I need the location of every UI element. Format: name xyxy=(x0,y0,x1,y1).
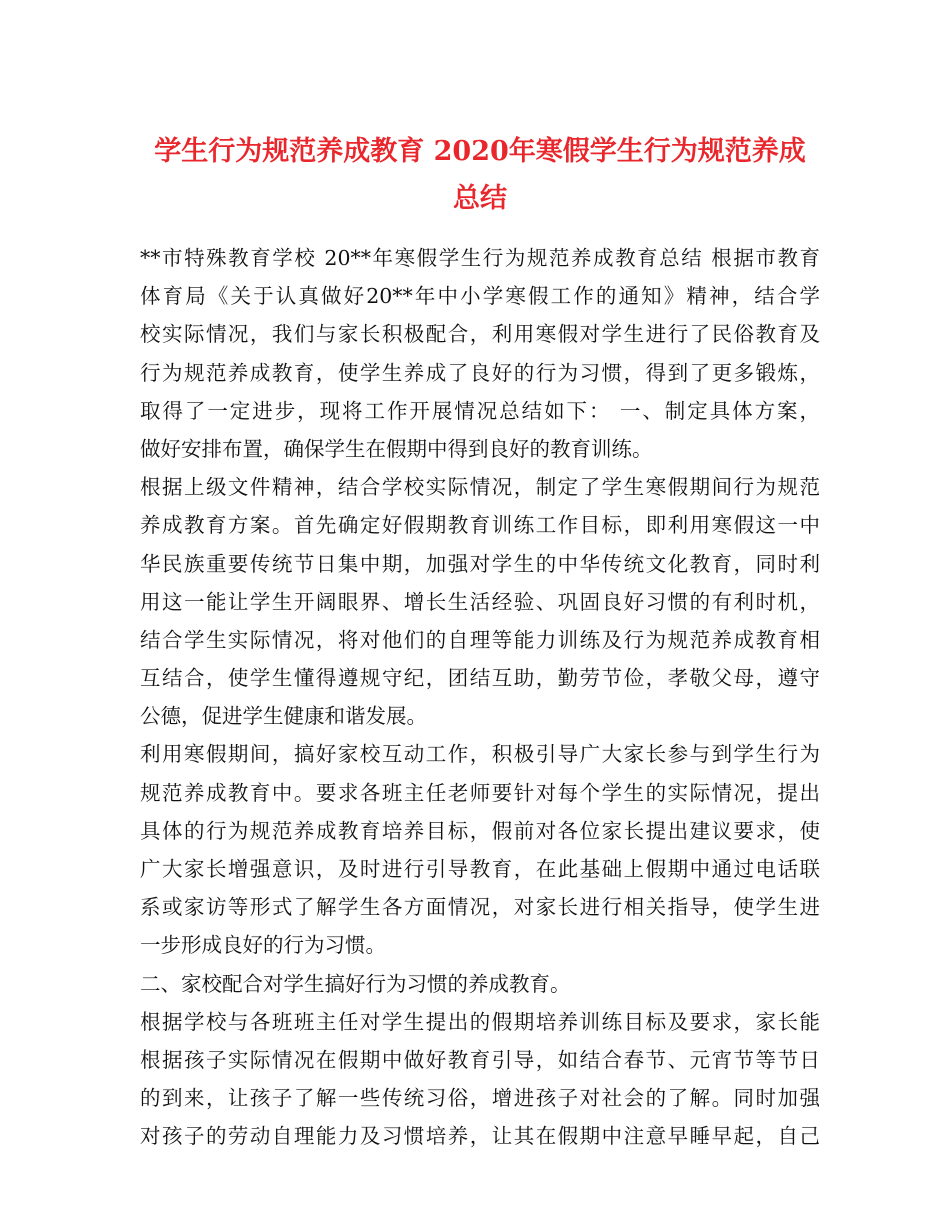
document-body xyxy=(140,239,820,1156)
text-line: 行为规范养成教育，使学生养成了良好的行为习惯，得到了更多锻炼， xyxy=(140,360,820,385)
title-line: 学生行为规范养成教育 2020年寒假学生行为规范养成 xyxy=(154,136,806,167)
title-line: 总结 xyxy=(453,183,507,214)
paragraph-4 xyxy=(140,1003,820,1156)
text-line: 具体的行为规范养成教育培养目标，假前对各位家长提出建议要求，使 xyxy=(140,818,820,843)
text-line: 系或家访等形式了解学生各方面情况，对家长进行相关指导，使学生进 xyxy=(140,895,820,920)
text-line: 结合学生实际情况，将对他们的自理等能力训练及行为规范养成教育相 xyxy=(140,627,820,652)
paragraph-3 xyxy=(140,735,820,964)
text-line: 根据孩子实际情况在假期中做好教育引导，如结合春节、元宵节等节日 xyxy=(140,1047,820,1072)
text-line: 体育局《关于认真做好20**年中小学寒假工作的通知》精神，结合学 xyxy=(140,284,820,309)
text-line: 互结合，使学生懂得遵规守纪，团结互助，勤劳节俭，孝敬父母，遵守 xyxy=(140,666,820,691)
document-title xyxy=(140,128,820,222)
text-line: 公德，促进学生健康和谐发展。 xyxy=(140,704,427,729)
text-line: 根据上级文件精神，结合学校实际情况，制定了学生寒假期间行为规范 xyxy=(140,475,820,500)
text-line: **市特殊教育学校 20**年寒假学生行为规范养成教育总结 根据市教育 xyxy=(140,246,820,270)
paragraph-2 xyxy=(140,468,820,735)
text-line: 广大家长增强意识，及时进行引导教育，在此基础上假期中通过电话联 xyxy=(140,857,820,881)
section-heading-2 xyxy=(140,965,820,1003)
text-line: 做好安排布置，确保学生在假期中得到良好的教育训练。 xyxy=(140,436,653,461)
text-line: 养成教育方案。首先确定好假期教育训练工作目标，即利用寒假这一中 xyxy=(140,513,820,538)
text-line: 一步形成良好的行为习惯。 xyxy=(140,933,386,958)
text-line: 取得了一定进步，现将工作开展情况总结如下： 一、制定具体方案， xyxy=(140,398,820,423)
text-line: 利用寒假期间，搞好家校互动工作，积极引导广大家长参与到学生行为 xyxy=(140,742,820,767)
text-line: 根据学校与各班班主任对学生提出的假期培养训练目标及要求，家长能 xyxy=(140,1009,820,1034)
text-line: 二、家校配合对学生搞好行为习惯的养成教育。 xyxy=(140,971,571,996)
text-line: 规范养成教育中。要求各班主任老师要针对每个学生的实际情况，提出 xyxy=(140,780,820,805)
text-line: 对孩子的劳动自理能力及习惯培养，让其在假期中注意早睡早起，自己 xyxy=(140,1124,820,1149)
text-line: 华民族重要传统节日集中期，加强对学生的中华传统文化教育，同时利 xyxy=(140,551,820,576)
text-line: 校实际情况，我们与家长积极配合，利用寒假对学生进行了民俗教育及 xyxy=(140,322,820,347)
text-line: 的到来，让孩子了解一些传统习俗，增进孩子对社会的了解。同时加强 xyxy=(140,1086,820,1111)
text-line: 用这一能让学生开阔眼界、增长生活经验、巩固良好习惯的有利时机， xyxy=(140,589,820,614)
paragraph-1 xyxy=(140,239,820,468)
